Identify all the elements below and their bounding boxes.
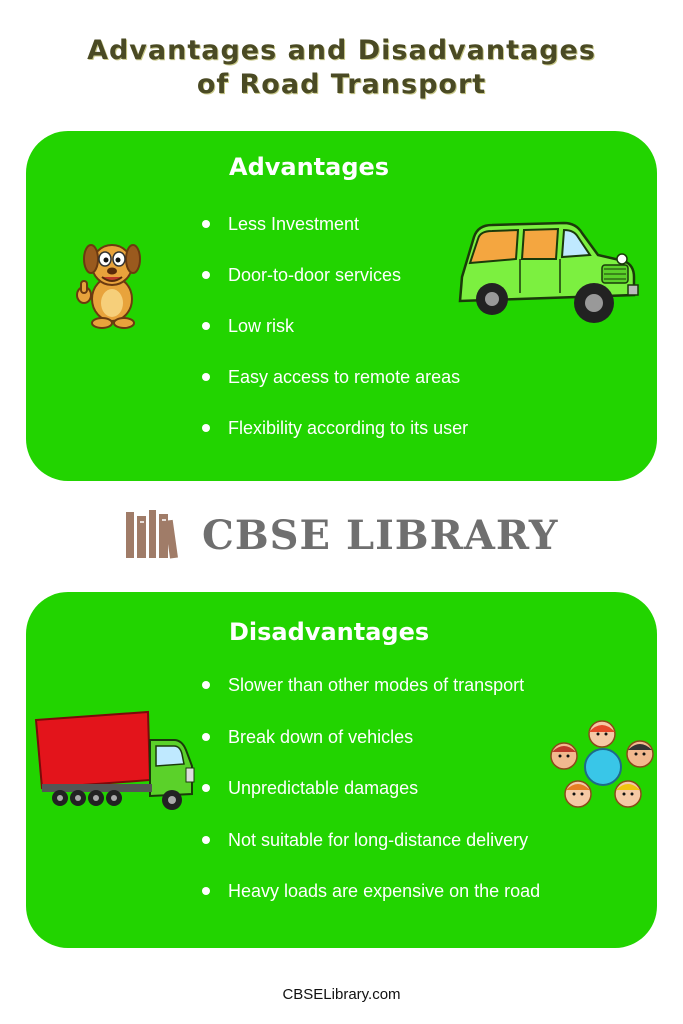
list-item: Break down of vehicles [202, 724, 540, 776]
brand-name: CBSE LIBRARY [202, 512, 559, 559]
title-line-2: of Road Transport [196, 69, 487, 100]
list-item: Low risk [202, 313, 468, 364]
list-item: Slower than other modes of transport [202, 672, 540, 724]
red-truck-icon [32, 710, 202, 814]
bullet-icon [202, 733, 210, 741]
disadvantages-panel [26, 592, 657, 948]
advantages-panel [26, 131, 657, 481]
books-logo-icon [126, 510, 182, 560]
disadvantages-heading: Disadvantages [229, 618, 430, 646]
disadvantages-list [202, 672, 540, 930]
bullet-icon [202, 220, 210, 228]
bullet-icon [202, 373, 210, 381]
bullet-icon [202, 322, 210, 330]
list-item: Not suitable for long-distance delivery [202, 827, 540, 879]
bullet-icon [202, 836, 210, 844]
footer-site: CBSELibrary.com [282, 986, 401, 1003]
list-item: Easy access to remote areas [202, 364, 468, 415]
bullet-icon [202, 424, 210, 432]
list-item: Unpredictable damages [202, 775, 540, 827]
kids-circle-icon [548, 720, 658, 814]
bullet-icon [202, 271, 210, 279]
page-title [0, 34, 683, 102]
brand-logo [126, 508, 559, 562]
list-item: Less Investment [202, 211, 468, 262]
bullet-icon [202, 681, 210, 689]
cartoon-dog-thumbs-up-icon [72, 235, 152, 331]
bullet-icon [202, 887, 210, 895]
list-item: Flexibility according to its user [202, 415, 468, 466]
advantages-list [202, 211, 468, 466]
green-mini-car-icon [452, 215, 640, 331]
list-item: Door-to-door services [202, 262, 468, 313]
advantages-heading: Advantages [229, 153, 390, 181]
list-item: Heavy loads are expensive on the road [202, 878, 540, 930]
title-line-1: Advantages and Disadvantages [87, 35, 596, 66]
bullet-icon [202, 784, 210, 792]
